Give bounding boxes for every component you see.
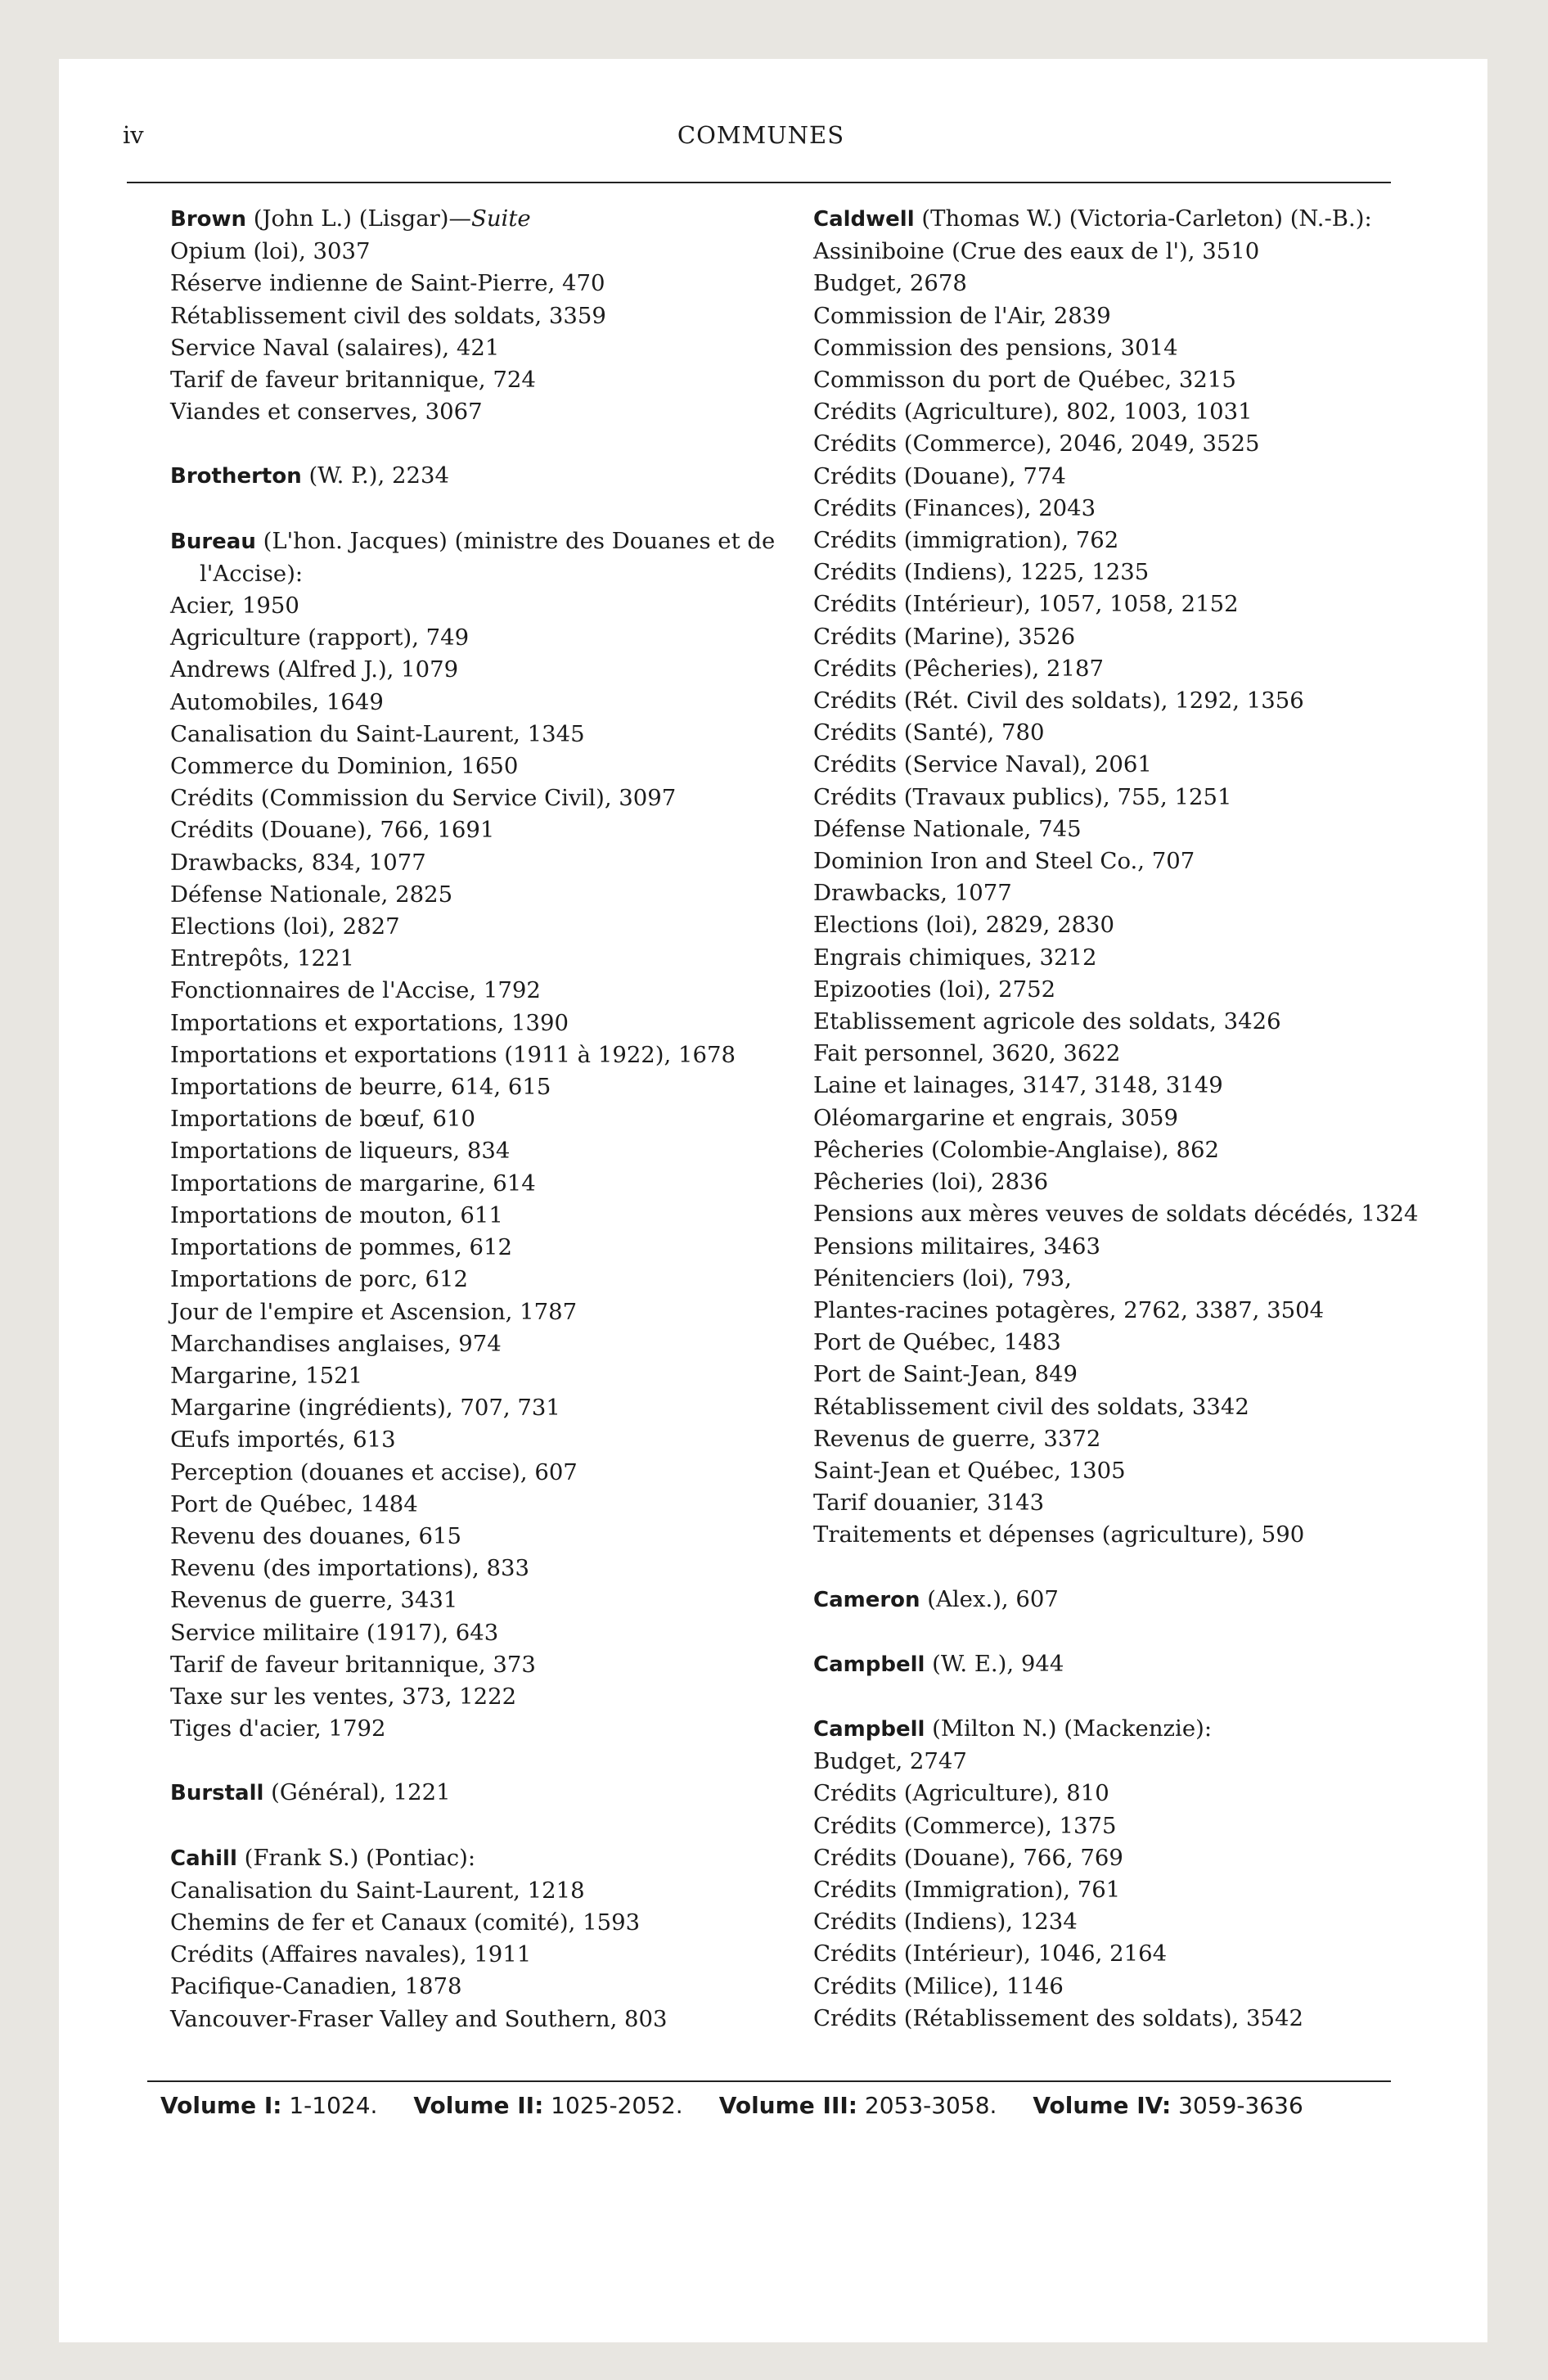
subject-entry: Crédits (Commerce), 2046, 2049, 3525: [813, 430, 1260, 458]
index-entry-heading: [142, 203, 797, 236]
left-column: [142, 203, 797, 2035]
entry-gap: [142, 428, 797, 460]
subject-entry: Drawbacks, 1077: [813, 880, 1012, 907]
page-header: [123, 121, 1399, 162]
volume-pages: 3059-3636: [1171, 2092, 1303, 2119]
subject-entry: Commisson du port de Québec, 3215: [813, 367, 1236, 394]
subject-entry: Crédits (Rétablissement des soldats), 3542: [813, 2004, 1304, 2031]
member-details: (Thomas W.) (Victoria-Carleton) (N.-B.):: [914, 205, 1372, 232]
subject-entry: Opium (loi), 3037: [170, 238, 371, 265]
member-name: Campbell: [813, 1652, 925, 1677]
subject-entry: Commerce du Dominion, 1650: [170, 753, 519, 780]
subject-entry: Crédits (Milice), 1146: [813, 1972, 1064, 1999]
subject-entry: Revenus de guerre, 3431: [170, 1587, 458, 1614]
subject-entry: Importations de pommes, 612: [170, 1234, 512, 1261]
subject-entry: Commission de l'Air, 2839: [813, 302, 1111, 329]
subject-entry: Crédits (Affaires navales), 1911: [170, 1941, 532, 1968]
volume-range: [719, 2092, 1015, 2119]
volume-footer: [160, 2092, 1388, 2119]
subject-entry: Perception (douanes et accise), 607: [170, 1458, 578, 1485]
subject-entry: Entrepôts, 1221: [170, 945, 355, 972]
subject-entry: Elections (loi), 2827: [170, 913, 400, 940]
subject-entry: Jour de l'empire et Ascension, 1787: [170, 1298, 578, 1325]
subject-entry: Crédits (Indiens), 1225, 1235: [813, 559, 1150, 586]
entry-gap: [142, 494, 797, 525]
volume-range: [413, 2092, 700, 2119]
subject-entry: Importations de margarine, 614: [170, 1170, 536, 1197]
subject-entry: Fonctionnaires de l'Accise, 1792: [170, 977, 541, 1004]
right-column: [785, 203, 1465, 2035]
member-details: (Frank S.) (Pontiac):: [236, 1844, 476, 1871]
subject-entry: Oléomargarine et engrais, 3059: [813, 1104, 1179, 1131]
header-rule: [127, 182, 1391, 183]
subject-entry: Importations de liqueurs, 834: [170, 1138, 511, 1165]
index-entry-heading: [142, 1777, 797, 1810]
subject-entry: Revenu des douanes, 615: [170, 1522, 462, 1549]
volume-pages: 2053-3058.: [857, 2092, 997, 2119]
subject-entry: Etablissement agricole des soldats, 3426: [813, 1008, 1281, 1035]
subject-entry: Crédits (Immigration), 761: [813, 1876, 1121, 1903]
volume-range: [160, 2092, 395, 2119]
member-details: (W. P.), 2234: [301, 462, 449, 489]
subject-entry: Rétablissement civil des soldats, 3359: [170, 302, 606, 329]
subject-entry: Pénitenciers (loi), 793,: [813, 1264, 1072, 1291]
subject-entry: Crédits (Agriculture), 810: [813, 1780, 1109, 1807]
subject-entry: Défense Nationale, 2825: [170, 881, 453, 908]
index-entry-heading: [142, 1842, 797, 1875]
subject-entry: Canalisation du Saint-Laurent, 1218: [170, 1877, 585, 1904]
volume-label: Volume III:: [718, 2092, 857, 2119]
index-entry-heading: [142, 460, 797, 493]
subject-entry: Crédits (Service Naval), 2061: [813, 751, 1152, 778]
volume-pages: 1025-2052.: [543, 2092, 683, 2119]
subject-entry: Crédits (Douane), 766, 769: [813, 1844, 1123, 1871]
subject-entry: Crédits (Rét. Civil des soldats), 1292, 1356: [813, 687, 1304, 714]
subject-entry: Service militaire (1917), 643: [170, 1619, 499, 1646]
subject-entry: Dominion Iron and Steel Co., 707: [813, 848, 1195, 875]
subject-entry: Pêcheries (loi), 2836: [813, 1169, 1049, 1196]
volume-label: Volume II:: [413, 2092, 544, 2119]
subject-entry: Crédits (Indiens), 1234: [813, 1909, 1078, 1936]
subject-entry: Importations de beurre, 614, 615: [170, 1074, 551, 1101]
subject-entry: Tarif douanier, 3143: [813, 1490, 1045, 1517]
member-details: (W. E.), 944: [925, 1650, 1064, 1677]
entry-gap: [142, 1810, 797, 1842]
subject-entry: Port de Québec, 1483: [813, 1329, 1061, 1356]
subject-entry: Margarine, 1521: [170, 1362, 363, 1389]
member-name: Burstall: [170, 1781, 264, 1806]
entry-gap: [785, 1681, 1465, 1713]
subject-entry: Revenu (des importations), 833: [170, 1555, 529, 1582]
footer-rule: [147, 2080, 1391, 2082]
subject-entry: Tiges d'acier, 1792: [170, 1715, 386, 1742]
subject-entry: Crédits (Agriculture), 802, 1003, 1031: [813, 399, 1253, 426]
subject-entry: Crédits (Commission du Service Civil), 3097: [170, 785, 677, 812]
page-number: iv: [123, 121, 144, 149]
continuation-mark: Suite: [471, 205, 531, 232]
subject-entry: Importations de bœuf, 610: [170, 1106, 475, 1133]
subject-entry: Crédits (Commerce), 1375: [813, 1812, 1117, 1839]
member-details: (Alex.), 607: [920, 1585, 1059, 1612]
member-name: Bureau: [170, 529, 256, 554]
subject-entry: Crédits (Douane), 774: [813, 462, 1066, 489]
index-entry-heading: [142, 525, 797, 590]
subject-entry: Crédits (Pêcheries), 2187: [813, 655, 1104, 682]
subject-entry: Crédits (Douane), 766, 1691: [170, 817, 495, 844]
subject-entry: Fait personnel, 3620, 3622: [813, 1040, 1121, 1067]
subject-entry: Crédits (Intérieur), 1057, 1058, 2152: [813, 591, 1239, 618]
subject-entry: Acier, 1950: [170, 593, 299, 620]
index-entry-heading: [785, 1648, 1465, 1681]
subject-entry: Crédits (Intérieur), 1046, 2164: [813, 1941, 1168, 1968]
entry-gap: [142, 1745, 797, 1777]
running-head: COMMUNES: [677, 121, 845, 149]
subject-entry: Commission des pensions, 3014: [813, 334, 1178, 361]
entry-gap: [785, 1616, 1465, 1648]
subject-entry: Œufs importés, 613: [170, 1427, 396, 1454]
subject-entry: Réserve indienne de Saint-Pierre, 470: [170, 270, 605, 297]
volume-pages: 1-1024.: [281, 2092, 378, 2119]
subject-entry: Crédits (Marine), 3526: [813, 623, 1076, 650]
member-name: Campbell: [813, 1716, 925, 1742]
subject-entry: Budget, 2678: [813, 270, 967, 297]
entry-gap: [785, 1552, 1465, 1584]
subject-entry: Importations de mouton, 611: [170, 1201, 503, 1228]
subject-entry: Epizooties (loi), 2752: [813, 976, 1056, 1003]
subject-entry: Chemins de fer et Canaux (comité), 1593: [170, 1909, 641, 1936]
subject-entry: Engrais chimiques, 3212: [813, 944, 1097, 971]
member-name: Cameron: [813, 1587, 920, 1612]
subject-entry: Service Naval (salaires), 421: [170, 334, 500, 361]
subject-entry: Agriculture (rapport), 749: [170, 624, 470, 651]
subject-entry: Andrews (Alfred J.), 1079: [170, 656, 459, 683]
subject-entry: Port de Saint-Jean, 849: [813, 1361, 1078, 1388]
subject-entry: Traitements et dépenses (agriculture), 590: [813, 1521, 1305, 1548]
volume-label: Volume I:: [160, 2092, 282, 2119]
subject-entry: Pensions aux mères veuves de soldats décédés, 1324: [813, 1201, 1419, 1228]
subject-entry: Automobiles, 1649: [170, 688, 384, 715]
member-details: (L'hon. Jacques) (ministre des Douanes et de l'Accise):: [200, 527, 776, 587]
subject-entry: Laine et lainages, 3147, 3148, 3149: [813, 1072, 1223, 1099]
member-details: (Milton N.) (Mackenzie):: [925, 1715, 1213, 1742]
member-name: Brotherton: [170, 464, 302, 489]
subject-entry: Tarif de faveur britannique, 373: [170, 1651, 536, 1678]
subject-entry: Marchandises anglaises, 974: [170, 1330, 502, 1357]
subject-entry: Port de Québec, 1484: [170, 1490, 418, 1517]
index-entry-heading: [785, 1584, 1465, 1616]
subject-entry: Plantes-racines potagères, 2762, 3387, 3504: [813, 1296, 1325, 1323]
volume-range: [1033, 2092, 1321, 2119]
subject-entry: Crédits (Travaux publics), 755, 1251: [813, 783, 1232, 810]
subject-entry: Drawbacks, 834, 1077: [170, 849, 426, 876]
member-details: (John L.) (Lisgar)—: [246, 205, 471, 232]
subject-entry: Revenus de guerre, 3372: [813, 1425, 1101, 1452]
subject-entry: Importations de porc, 612: [170, 1266, 468, 1293]
subject-entry: Rétablissement civil des soldats, 3342: [813, 1393, 1249, 1420]
index-entry-heading: [785, 203, 1465, 236]
subject-entry: Crédits (Finances), 2043: [813, 494, 1096, 521]
subject-entry: Crédits (immigration), 762: [813, 527, 1119, 554]
subject-entry: Budget, 2747: [813, 1748, 967, 1775]
subject-entry: Canalisation du Saint-Laurent, 1345: [170, 720, 585, 747]
volume-label: Volume IV:: [1033, 2092, 1172, 2119]
subject-entry: Importations et exportations, 1390: [170, 1009, 569, 1036]
subject-entry: Défense Nationale, 745: [813, 815, 1082, 842]
member-name: Caldwell: [813, 207, 915, 232]
subject-entry: Pensions militaires, 3463: [813, 1233, 1100, 1260]
subject-entry: Margarine (ingrédients), 707, 731: [170, 1395, 560, 1422]
member-name: Cahill: [170, 1846, 237, 1871]
subject-entry: Tarif de faveur britannique, 724: [170, 367, 536, 394]
subject-entry: Pêcheries (Colombie-Anglaise), 862: [813, 1136, 1219, 1163]
subject-entry: Saint-Jean et Québec, 1305: [813, 1457, 1126, 1484]
subject-entry: Taxe sur les ventes, 373, 1222: [170, 1683, 517, 1710]
member-details: (Général), 1221: [263, 1779, 451, 1806]
subject-entry: Importations et exportations (1911 à 1922), 1678: [170, 1041, 736, 1068]
subject-entry: Assiniboine (Crue des eaux de l'), 3510: [813, 238, 1260, 265]
subject-entry: Pacifique-Canadien, 1878: [170, 1973, 462, 2000]
subject-entry: Crédits (Santé), 780: [813, 719, 1045, 746]
subject-entry: Viandes et conserves, 3067: [170, 399, 483, 426]
index-entry-heading: [785, 1713, 1465, 1746]
subject-entry: Vancouver-Fraser Valley and Southern, 803: [170, 2005, 668, 2032]
member-name: Brown: [170, 207, 247, 232]
subject-entry: Elections (loi), 2829, 2830: [813, 912, 1115, 939]
